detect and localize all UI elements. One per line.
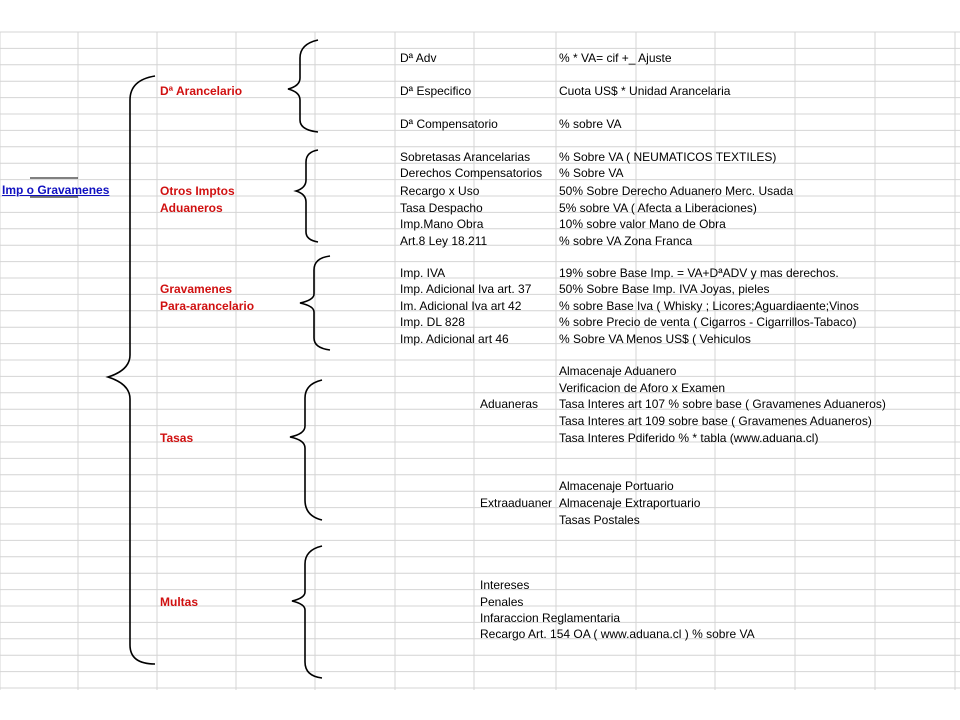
big-brace	[108, 76, 155, 664]
cell-imp-mano-obra-desc[interactable]: 10% sobre valor Mano de Obra	[559, 217, 726, 231]
cell-verificacion-aforo[interactable]: Verificacion de Aforo x Examen	[559, 381, 726, 395]
cell-tasa-despacho[interactable]: Tasa Despacho	[400, 201, 483, 215]
cell-imp-adicional-37-desc[interactable]: 50% Sobre Base Imp. IVA Joyas, pieles	[559, 282, 770, 296]
cell-aduaneras[interactable]: Aduaneras	[480, 397, 539, 411]
brace-multas	[292, 546, 322, 678]
cell-tasas-postales[interactable]: Tasas Postales	[559, 513, 640, 527]
cell-art8-ley[interactable]: Art.8 Ley 18.211	[400, 234, 488, 248]
cell-tasa-interes-107[interactable]: Tasa Interes art 107 % sobre base ( Gravamenes Aduaneros)	[559, 397, 886, 411]
cell-infraccion[interactable]: Infaraccion Reglamentaria	[480, 611, 621, 625]
cell-recargo-art-154[interactable]: Recargo Art. 154 OA ( www.aduana.cl ) % sobre VA	[480, 627, 755, 641]
cell-recargo-uso-desc[interactable]: 50% Sobre Derecho Aduanero Merc. Usada	[559, 184, 794, 198]
cell-imp-adicional-37[interactable]: Imp. Adicional Iva art. 37	[400, 282, 532, 296]
cell-tasa-interes-pdiferido[interactable]: Tasa Interes Pdiferido % * tabla (www.aduana.cl)	[559, 431, 819, 445]
brace-tasas	[290, 380, 322, 520]
cell-recargo-uso[interactable]: Recargo x Uso	[400, 184, 480, 198]
cell-imp-adicional-46-desc[interactable]: % Sobre VA Menos US$ ( Vehiculos	[559, 332, 751, 346]
cell-sobretasas[interactable]: Sobretasas Arancelarias	[400, 150, 531, 164]
cell-da-compensatorio-desc[interactable]: % sobre VA	[559, 117, 622, 131]
label-tasas: Tasas	[160, 431, 194, 445]
label-multas: Multas	[160, 595, 199, 609]
brace-arancelario	[288, 40, 318, 132]
cell-da-compensatorio[interactable]: Dª Compensatorio	[400, 117, 498, 131]
cell-art8-ley-desc[interactable]: % sobre VA Zona Franca	[559, 234, 693, 248]
label-otros-imptos: Otros Imptos	[160, 184, 235, 198]
cell-imp-adicional-42[interactable]: Im. Adicional Iva art 42	[400, 299, 522, 313]
cell-imp-mano-obra[interactable]: Imp.Mano Obra	[400, 217, 484, 231]
cell-imp-adicional-46[interactable]: Imp. Adicional art 46	[400, 332, 509, 346]
cell-imp-iva-desc[interactable]: 19% sobre Base Imp. = VA+DªADV y mas derechos.	[559, 266, 839, 280]
cell-derechos-compensatorios-desc[interactable]: % Sobre VA	[559, 166, 624, 180]
cell-imp-iva[interactable]: Imp. IVA	[400, 266, 446, 280]
cell-da-especifico[interactable]: Dª Especifico	[400, 84, 472, 98]
cell-almacenaje-aduanero[interactable]: Almacenaje Aduanero	[559, 364, 677, 378]
cell-tasa-despacho-desc[interactable]: 5% sobre VA ( Afecta a Liberaciones)	[559, 201, 757, 215]
cell-sobretasas-desc[interactable]: % Sobre VA ( NEUMATICOS TEXTILES)	[559, 150, 777, 164]
cell-derechos-compensatorios[interactable]: Derechos Compensatorios	[400, 166, 543, 180]
brace-gravamenes	[300, 256, 330, 350]
cell-da-adv-desc[interactable]: % * VA= cif +_ Ajuste	[559, 51, 672, 65]
link-imp-o-gravamenes[interactable]: Imp o Gravamenes	[2, 183, 110, 197]
cell-imp-dl-828[interactable]: Imp. DL 828	[400, 315, 465, 329]
cell-almacenaje-extraportuario[interactable]: Almacenaje Extraportuario	[559, 496, 701, 510]
cell-almacenaje-portuario[interactable]: Almacenaje Portuario	[559, 479, 674, 493]
cell-extraaduaneras[interactable]: Extraaduaner	[480, 496, 553, 510]
cell-intereses[interactable]: Intereses	[480, 578, 530, 592]
label-aduaneros: Aduaneros	[160, 201, 223, 215]
brace-otros	[296, 150, 318, 242]
label-arancelario: Dª Arancelario	[160, 84, 243, 98]
label-para-arancelario: Para-arancelario	[160, 299, 255, 313]
cell-penales[interactable]: Penales	[480, 595, 524, 609]
cell-tasa-interes-109[interactable]: Tasa Interes art 109 sobre base ( Gravamenes Aduaneros)	[559, 414, 872, 428]
cell-imp-dl-828-desc[interactable]: % sobre Precio de venta ( Cigarros - Cigarrillos-Tabaco)	[559, 315, 857, 329]
cell-da-especifico-desc[interactable]: Cuota US$ * Unidad Arancelaria	[559, 84, 731, 98]
cell-imp-adicional-42-desc[interactable]: % sobre Base Iva ( Whisky ; Licores;Aguardiaente;Vinos	[559, 299, 859, 313]
cell-da-adv[interactable]: Dª Adv	[400, 51, 437, 65]
label-gravamenes: Gravamenes	[160, 282, 233, 296]
